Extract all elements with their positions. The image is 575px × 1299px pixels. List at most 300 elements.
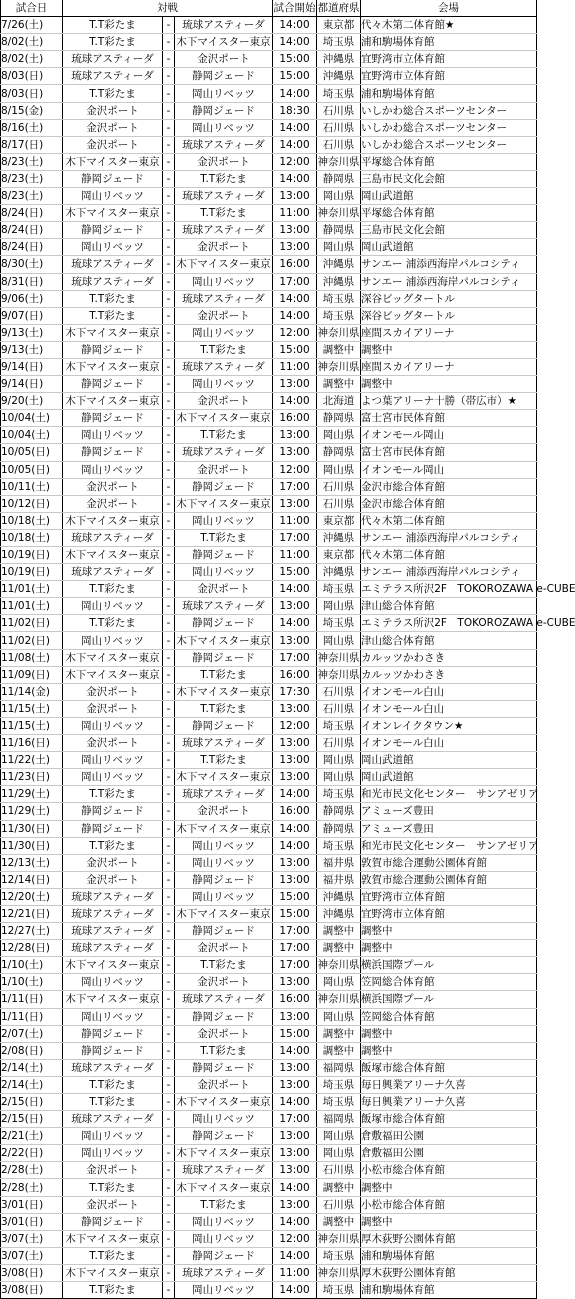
cell-prefecture: 沖縄県 xyxy=(317,256,361,273)
cell-away-team: 金沢ポート xyxy=(175,51,273,68)
cell-prefecture: 石川県 xyxy=(317,102,361,119)
cell-separator: - xyxy=(163,649,175,666)
cell-home-team: 岡山リベッツ xyxy=(63,461,163,478)
cell-separator: - xyxy=(163,68,175,85)
cell-start-time: 13:00 xyxy=(273,1128,317,1145)
cell-away-team: 岡山リベッツ xyxy=(175,854,273,871)
cell-home-team: 金沢ポート xyxy=(63,136,163,153)
cell-prefecture: 岡山県 xyxy=(317,1145,361,1162)
cell-date: 12/14(日) xyxy=(1,871,63,888)
cell-venue: 厚木荻野公園体育館 xyxy=(361,1264,537,1281)
cell-start-time: 15:00 xyxy=(273,1025,317,1042)
cell-start-time: 15:00 xyxy=(273,564,317,581)
table-row xyxy=(1,358,537,375)
cell-home-team: 琉球アスティーダ xyxy=(63,256,163,273)
cell-date: 8/24(日) xyxy=(1,239,63,256)
table-row xyxy=(1,1059,537,1076)
cell-separator: - xyxy=(163,1282,175,1299)
cell-prefecture: 神奈川県 xyxy=(317,205,361,222)
cell-prefecture: 調整中 xyxy=(317,341,361,358)
cell-date: 8/02(土) xyxy=(1,51,63,68)
cell-home-team: 金沢ポート xyxy=(63,102,163,119)
cell-home-team: 静岡ジェード xyxy=(63,444,163,461)
cell-away-team: 琉球アスティーダ xyxy=(175,188,273,205)
cell-away-team: 琉球アスティーダ xyxy=(175,735,273,752)
cell-venue: 敦賀市総合運動公園体育館 xyxy=(361,854,537,871)
cell-separator: - xyxy=(163,632,175,649)
table-row xyxy=(1,871,537,888)
cell-venue: 座間スカイアリーナ xyxy=(361,324,537,341)
cell-venue: 浦和駒場体育館 xyxy=(361,34,537,51)
cell-venue: 金沢市総合体育館 xyxy=(361,495,537,512)
cell-date: 8/24(日) xyxy=(1,222,63,239)
cell-venue: アミューズ豊田 xyxy=(361,820,537,837)
cell-start-time: 13:00 xyxy=(273,1076,317,1093)
cell-home-team: T.T彩たま xyxy=(63,1247,163,1264)
cell-start-time: 17:00 xyxy=(273,478,317,495)
cell-separator: - xyxy=(163,495,175,512)
cell-start-time: 12:00 xyxy=(273,461,317,478)
cell-away-team: 琉球アスティーダ xyxy=(175,1264,273,1281)
cell-venue: 横浜国際プール xyxy=(361,991,537,1008)
cell-away-team: 岡山リベッツ xyxy=(175,512,273,529)
cell-home-team: 岡山リベッツ xyxy=(63,974,163,991)
cell-date: 10/19(日) xyxy=(1,547,63,564)
cell-date: 9/13(土) xyxy=(1,341,63,358)
cell-home-team: 金沢ポート xyxy=(63,871,163,888)
cell-date: 3/07(土) xyxy=(1,1247,63,1264)
cell-venue: 倉敷福田公園 xyxy=(361,1145,537,1162)
table-row xyxy=(1,632,537,649)
cell-date: 3/08(日) xyxy=(1,1282,63,1299)
cell-venue: アミューズ豊田 xyxy=(361,803,537,820)
cell-start-time: 13:00 xyxy=(273,735,317,752)
cell-start-time: 13:00 xyxy=(273,1059,317,1076)
cell-home-team: 静岡ジェード xyxy=(63,1213,163,1230)
cell-separator: - xyxy=(163,564,175,581)
table-row xyxy=(1,717,537,734)
cell-home-team: 岡山リベッツ xyxy=(63,239,163,256)
cell-prefecture: 岡山県 xyxy=(317,769,361,786)
cell-separator: - xyxy=(163,1128,175,1145)
cell-date: 10/18(土) xyxy=(1,512,63,529)
cell-away-team: T.T彩たま xyxy=(175,1042,273,1059)
cell-date: 10/04(土) xyxy=(1,427,63,444)
table-row xyxy=(1,256,537,273)
cell-start-time: 13:00 xyxy=(273,376,317,393)
cell-date: 11/01(土) xyxy=(1,581,63,598)
cell-separator: - xyxy=(163,119,175,136)
cell-away-team: 静岡ジェード xyxy=(175,1128,273,1145)
cell-start-time: 15:00 xyxy=(273,888,317,905)
cell-date: 2/15(日) xyxy=(1,1094,63,1111)
cell-separator: - xyxy=(163,307,175,324)
cell-venue: イオンモール白山 xyxy=(361,735,537,752)
cell-prefecture: 沖縄県 xyxy=(317,905,361,922)
cell-date: 2/28(土) xyxy=(1,1162,63,1179)
cell-venue: 浦和駒場体育館 xyxy=(361,85,537,102)
cell-venue: 調整中 xyxy=(361,1213,537,1230)
cell-away-team: 岡山リベッツ xyxy=(175,119,273,136)
cell-home-team: T.T彩たま xyxy=(63,1179,163,1196)
cell-start-time: 11:00 xyxy=(273,1264,317,1281)
cell-home-team: 木下マイスター東京 xyxy=(63,991,163,1008)
cell-venue: エミテラス所沢2F TOKOROZAWA e-CUBE xyxy=(361,581,537,598)
header-match: 対戦 xyxy=(63,0,273,17)
cell-away-team: 琉球アスティーダ xyxy=(175,786,273,803)
cell-away-team: 静岡ジェード xyxy=(175,102,273,119)
cell-home-team: T.T彩たま xyxy=(63,34,163,51)
cell-away-team: 金沢ポート xyxy=(175,974,273,991)
cell-separator: - xyxy=(163,444,175,461)
cell-home-team: 静岡ジェード xyxy=(63,820,163,837)
cell-separator: - xyxy=(163,188,175,205)
cell-date: 11/09(日) xyxy=(1,666,63,683)
cell-separator: - xyxy=(163,85,175,102)
table-row xyxy=(1,85,537,102)
cell-date: 9/06(土) xyxy=(1,290,63,307)
cell-separator: - xyxy=(163,1230,175,1247)
cell-prefecture: 東京都 xyxy=(317,17,361,34)
cell-date: 2/28(土) xyxy=(1,1179,63,1196)
cell-date: 8/30(土) xyxy=(1,256,63,273)
cell-separator: - xyxy=(163,1179,175,1196)
table-row xyxy=(1,940,537,957)
cell-start-time: 14:00 xyxy=(273,17,317,34)
cell-separator: - xyxy=(163,786,175,803)
cell-date: 8/23(土) xyxy=(1,188,63,205)
cell-start-time: 13:00 xyxy=(273,444,317,461)
cell-date: 2/08(日) xyxy=(1,1042,63,1059)
cell-venue: 笠岡総合体育館 xyxy=(361,974,537,991)
table-row xyxy=(1,393,537,410)
cell-date: 10/18(土) xyxy=(1,529,63,546)
cell-separator: - xyxy=(163,923,175,940)
cell-date: 3/01(日) xyxy=(1,1213,63,1230)
cell-prefecture: 神奈川県 xyxy=(317,991,361,1008)
table-row xyxy=(1,1128,537,1145)
cell-date: 8/23(土) xyxy=(1,153,63,170)
cell-home-team: 静岡ジェード xyxy=(63,410,163,427)
cell-prefecture: 神奈川県 xyxy=(317,649,361,666)
cell-start-time: 15:00 xyxy=(273,51,317,68)
cell-prefecture: 神奈川県 xyxy=(317,1264,361,1281)
cell-home-team: T.T彩たま xyxy=(63,17,163,34)
cell-venue: 宜野湾市立体育館 xyxy=(361,68,537,85)
cell-venue: 和光市民文化センター サンアゼリア xyxy=(361,837,537,854)
cell-home-team: 琉球アスティーダ xyxy=(63,923,163,940)
cell-separator: - xyxy=(163,957,175,974)
cell-venue: 笠岡総合体育館 xyxy=(361,1008,537,1025)
cell-start-time: 11:00 xyxy=(273,547,317,564)
cell-start-time: 14:00 xyxy=(273,307,317,324)
cell-venue: サンエー 浦添西海岸パルコシティ xyxy=(361,256,537,273)
cell-separator: - xyxy=(163,1264,175,1281)
cell-prefecture: 石川県 xyxy=(317,683,361,700)
cell-away-team: 岡山リベッツ xyxy=(175,324,273,341)
cell-home-team: 金沢ポート xyxy=(63,1196,163,1213)
cell-date: 3/01(日) xyxy=(1,1196,63,1213)
cell-away-team: 琉球アスティーダ xyxy=(175,444,273,461)
cell-venue: 浦和駒場体育館 xyxy=(361,1247,537,1264)
cell-home-team: 岡山リベッツ xyxy=(63,1128,163,1145)
cell-away-team: T.T彩たま xyxy=(175,529,273,546)
cell-home-team: 岡山リベッツ xyxy=(63,598,163,615)
cell-venue: イオンモール岡山 xyxy=(361,427,537,444)
cell-prefecture: 沖縄県 xyxy=(317,564,361,581)
table-row xyxy=(1,512,537,529)
cell-date: 10/04(土) xyxy=(1,410,63,427)
cell-date: 9/13(土) xyxy=(1,324,63,341)
table-row xyxy=(1,341,537,358)
cell-away-team: 木下マイスター東京 xyxy=(175,256,273,273)
cell-home-team: 金沢ポート xyxy=(63,119,163,136)
cell-start-time: 16:00 xyxy=(273,410,317,427)
cell-start-time: 17:30 xyxy=(273,683,317,700)
cell-start-time: 16:00 xyxy=(273,256,317,273)
cell-separator: - xyxy=(163,461,175,478)
table-row xyxy=(1,923,537,940)
cell-away-team: 岡山リベッツ xyxy=(175,837,273,854)
cell-home-team: 金沢ポート xyxy=(63,495,163,512)
cell-start-time: 11:00 xyxy=(273,358,317,375)
cell-away-team: T.T彩たま xyxy=(175,427,273,444)
table-row xyxy=(1,752,537,769)
cell-away-team: T.T彩たま xyxy=(175,957,273,974)
cell-prefecture: 岡山県 xyxy=(317,1008,361,1025)
cell-away-team: 木下マイスター東京 xyxy=(175,820,273,837)
cell-away-team: 琉球アスティーダ xyxy=(175,136,273,153)
cell-prefecture: 静岡県 xyxy=(317,820,361,837)
cell-date: 1/10(土) xyxy=(1,974,63,991)
cell-separator: - xyxy=(163,752,175,769)
cell-venue: カルッツかわさき xyxy=(361,666,537,683)
table-row xyxy=(1,119,537,136)
cell-separator: - xyxy=(163,136,175,153)
cell-venue: 調整中 xyxy=(361,1179,537,1196)
cell-home-team: T.T彩たま xyxy=(63,1282,163,1299)
cell-date: 8/31(日) xyxy=(1,273,63,290)
cell-home-team: 琉球アスティーダ xyxy=(63,1059,163,1076)
cell-away-team: 木下マイスター東京 xyxy=(175,495,273,512)
cell-prefecture: 神奈川県 xyxy=(317,1230,361,1247)
cell-away-team: 琉球アスティーダ xyxy=(175,1162,273,1179)
cell-prefecture: 静岡県 xyxy=(317,170,361,187)
cell-separator: - xyxy=(163,170,175,187)
cell-start-time: 14:00 xyxy=(273,393,317,410)
table-row xyxy=(1,188,537,205)
cell-away-team: 琉球アスティーダ xyxy=(175,290,273,307)
cell-separator: - xyxy=(163,905,175,922)
cell-home-team: 木下マイスター東京 xyxy=(63,153,163,170)
cell-start-time: 16:00 xyxy=(273,991,317,1008)
cell-prefecture: 岡山県 xyxy=(317,461,361,478)
cell-prefecture: 埼玉県 xyxy=(317,1282,361,1299)
cell-away-team: T.T彩たま xyxy=(175,752,273,769)
cell-venue: 深谷ビッグタートル xyxy=(361,290,537,307)
cell-prefecture: 埼玉県 xyxy=(317,1094,361,1111)
cell-separator: - xyxy=(163,735,175,752)
cell-venue: 和光市民文化センター サンアゼリア xyxy=(361,786,537,803)
table-row xyxy=(1,324,537,341)
cell-home-team: 岡山リベッツ xyxy=(63,752,163,769)
cell-venue: 宜野湾市立体育館 xyxy=(361,888,537,905)
cell-away-team: 岡山リベッツ xyxy=(175,888,273,905)
cell-start-time: 13:00 xyxy=(273,188,317,205)
cell-home-team: 木下マイスター東京 xyxy=(63,393,163,410)
cell-venue: 三島市民文化会館 xyxy=(361,222,537,239)
cell-prefecture: 岡山県 xyxy=(317,427,361,444)
cell-start-time: 14:00 xyxy=(273,820,317,837)
cell-away-team: 木下マイスター東京 xyxy=(175,1145,273,1162)
cell-prefecture: 岡山県 xyxy=(317,239,361,256)
cell-date: 8/02(土) xyxy=(1,34,63,51)
cell-date: 2/14(土) xyxy=(1,1076,63,1093)
cell-venue: 津山総合体育館 xyxy=(361,632,537,649)
cell-away-team: 静岡ジェード xyxy=(175,923,273,940)
cell-home-team: 岡山リベッツ xyxy=(63,1145,163,1162)
header-venue: 会場 xyxy=(361,0,537,17)
cell-home-team: T.T彩たま xyxy=(63,290,163,307)
cell-home-team: T.T彩たま xyxy=(63,837,163,854)
cell-venue: 小松市総合体育館 xyxy=(361,1162,537,1179)
cell-start-time: 12:00 xyxy=(273,324,317,341)
cell-prefecture: 埼玉県 xyxy=(317,1247,361,1264)
cell-home-team: 木下マイスター東京 xyxy=(63,649,163,666)
cell-start-time: 14:00 xyxy=(273,85,317,102)
cell-date: 12/28(日) xyxy=(1,940,63,957)
cell-away-team: 金沢ポート xyxy=(175,1025,273,1042)
table-row xyxy=(1,495,537,512)
cell-away-team: 静岡ジェード xyxy=(175,1008,273,1025)
cell-prefecture: 埼玉県 xyxy=(317,581,361,598)
cell-separator: - xyxy=(163,871,175,888)
cell-separator: - xyxy=(163,273,175,290)
table-row xyxy=(1,376,537,393)
table-row xyxy=(1,581,537,598)
cell-start-time: 14:00 xyxy=(273,170,317,187)
cell-start-time: 11:00 xyxy=(273,205,317,222)
cell-away-team: 岡山リベッツ xyxy=(175,1230,273,1247)
cell-separator: - xyxy=(163,358,175,375)
cell-prefecture: 調整中 xyxy=(317,940,361,957)
cell-home-team: 岡山リベッツ xyxy=(63,717,163,734)
cell-start-time: 14:00 xyxy=(273,1282,317,1299)
cell-separator: - xyxy=(163,256,175,273)
cell-home-team: 琉球アスティーダ xyxy=(63,51,163,68)
cell-separator: - xyxy=(163,1145,175,1162)
cell-start-time: 13:00 xyxy=(273,632,317,649)
cell-home-team: T.T彩たま xyxy=(63,85,163,102)
table-row xyxy=(1,68,537,85)
cell-separator: - xyxy=(163,1162,175,1179)
cell-separator: - xyxy=(163,1042,175,1059)
cell-start-time: 17:00 xyxy=(273,649,317,666)
cell-date: 11/15(土) xyxy=(1,717,63,734)
cell-venue: 岡山武道館 xyxy=(361,752,537,769)
cell-venue: 座間スカイアリーナ xyxy=(361,358,537,375)
cell-venue: サンエー 浦添西海岸パルコシティ xyxy=(361,564,537,581)
cell-start-time: 13:00 xyxy=(273,495,317,512)
cell-prefecture: 石川県 xyxy=(317,1162,361,1179)
cell-venue: 調整中 xyxy=(361,1025,537,1042)
cell-away-team: 金沢ポート xyxy=(175,940,273,957)
cell-venue: 代々木第二体育館 xyxy=(361,547,537,564)
cell-home-team: 木下マイスター東京 xyxy=(63,205,163,222)
cell-date: 11/23(日) xyxy=(1,769,63,786)
cell-separator: - xyxy=(163,324,175,341)
cell-away-team: 静岡ジェード xyxy=(175,68,273,85)
cell-separator: - xyxy=(163,51,175,68)
cell-away-team: T.T彩たま xyxy=(175,170,273,187)
cell-away-team: 岡山リベッツ xyxy=(175,85,273,102)
table-row xyxy=(1,205,537,222)
cell-separator: - xyxy=(163,837,175,854)
cell-start-time: 12:00 xyxy=(273,153,317,170)
cell-date: 11/30(日) xyxy=(1,820,63,837)
cell-venue: 調整中 xyxy=(361,923,537,940)
cell-away-team: 静岡ジェード xyxy=(175,1059,273,1076)
cell-home-team: 岡山リベッツ xyxy=(63,632,163,649)
cell-prefecture: 調整中 xyxy=(317,1025,361,1042)
cell-away-team: 金沢ポート xyxy=(175,803,273,820)
cell-date: 11/15(土) xyxy=(1,700,63,717)
cell-separator: - xyxy=(163,598,175,615)
cell-away-team: 琉球アスティーダ xyxy=(175,17,273,34)
table-row xyxy=(1,102,537,119)
cell-start-time: 15:00 xyxy=(273,341,317,358)
cell-venue: 小松市総合体育館 xyxy=(361,1196,537,1213)
table-row xyxy=(1,803,537,820)
cell-start-time: 12:00 xyxy=(273,717,317,734)
cell-separator: - xyxy=(163,393,175,410)
cell-away-team: 琉球アスティーダ xyxy=(175,598,273,615)
cell-date: 2/15(日) xyxy=(1,1111,63,1128)
cell-prefecture: 調整中 xyxy=(317,923,361,940)
cell-separator: - xyxy=(163,102,175,119)
cell-away-team: T.T彩たま xyxy=(175,205,273,222)
cell-date: 10/05(日) xyxy=(1,461,63,478)
cell-start-time: 13:00 xyxy=(273,1162,317,1179)
cell-start-time: 17:00 xyxy=(273,957,317,974)
cell-separator: - xyxy=(163,820,175,837)
cell-venue: イオンモール白山 xyxy=(361,683,537,700)
cell-date: 8/15(金) xyxy=(1,102,63,119)
cell-date: 2/21(土) xyxy=(1,1128,63,1145)
cell-date: 9/14(日) xyxy=(1,358,63,375)
cell-start-time: 13:00 xyxy=(273,1008,317,1025)
cell-home-team: 岡山リベッツ xyxy=(63,188,163,205)
cell-date: 8/03(日) xyxy=(1,85,63,102)
cell-start-time: 14:00 xyxy=(273,119,317,136)
table-row xyxy=(1,1025,537,1042)
cell-away-team: 岡山リベッツ xyxy=(175,1213,273,1230)
cell-start-time: 13:00 xyxy=(273,1196,317,1213)
cell-date: 10/11(土) xyxy=(1,478,63,495)
cell-prefecture: 福岡県 xyxy=(317,1059,361,1076)
cell-venue: いしかわ総合スポーツセンター xyxy=(361,136,537,153)
cell-start-time: 13:00 xyxy=(273,854,317,871)
cell-away-team: 金沢ポート xyxy=(175,239,273,256)
cell-start-time: 17:00 xyxy=(273,1111,317,1128)
cell-separator: - xyxy=(163,1008,175,1025)
cell-venue: イオンモール岡山 xyxy=(361,461,537,478)
cell-prefecture: 福岡県 xyxy=(317,1111,361,1128)
table-row xyxy=(1,1230,537,1247)
cell-date: 10/12(日) xyxy=(1,495,63,512)
cell-date: 8/17(日) xyxy=(1,136,63,153)
cell-away-team: 岡山リベッツ xyxy=(175,1111,273,1128)
